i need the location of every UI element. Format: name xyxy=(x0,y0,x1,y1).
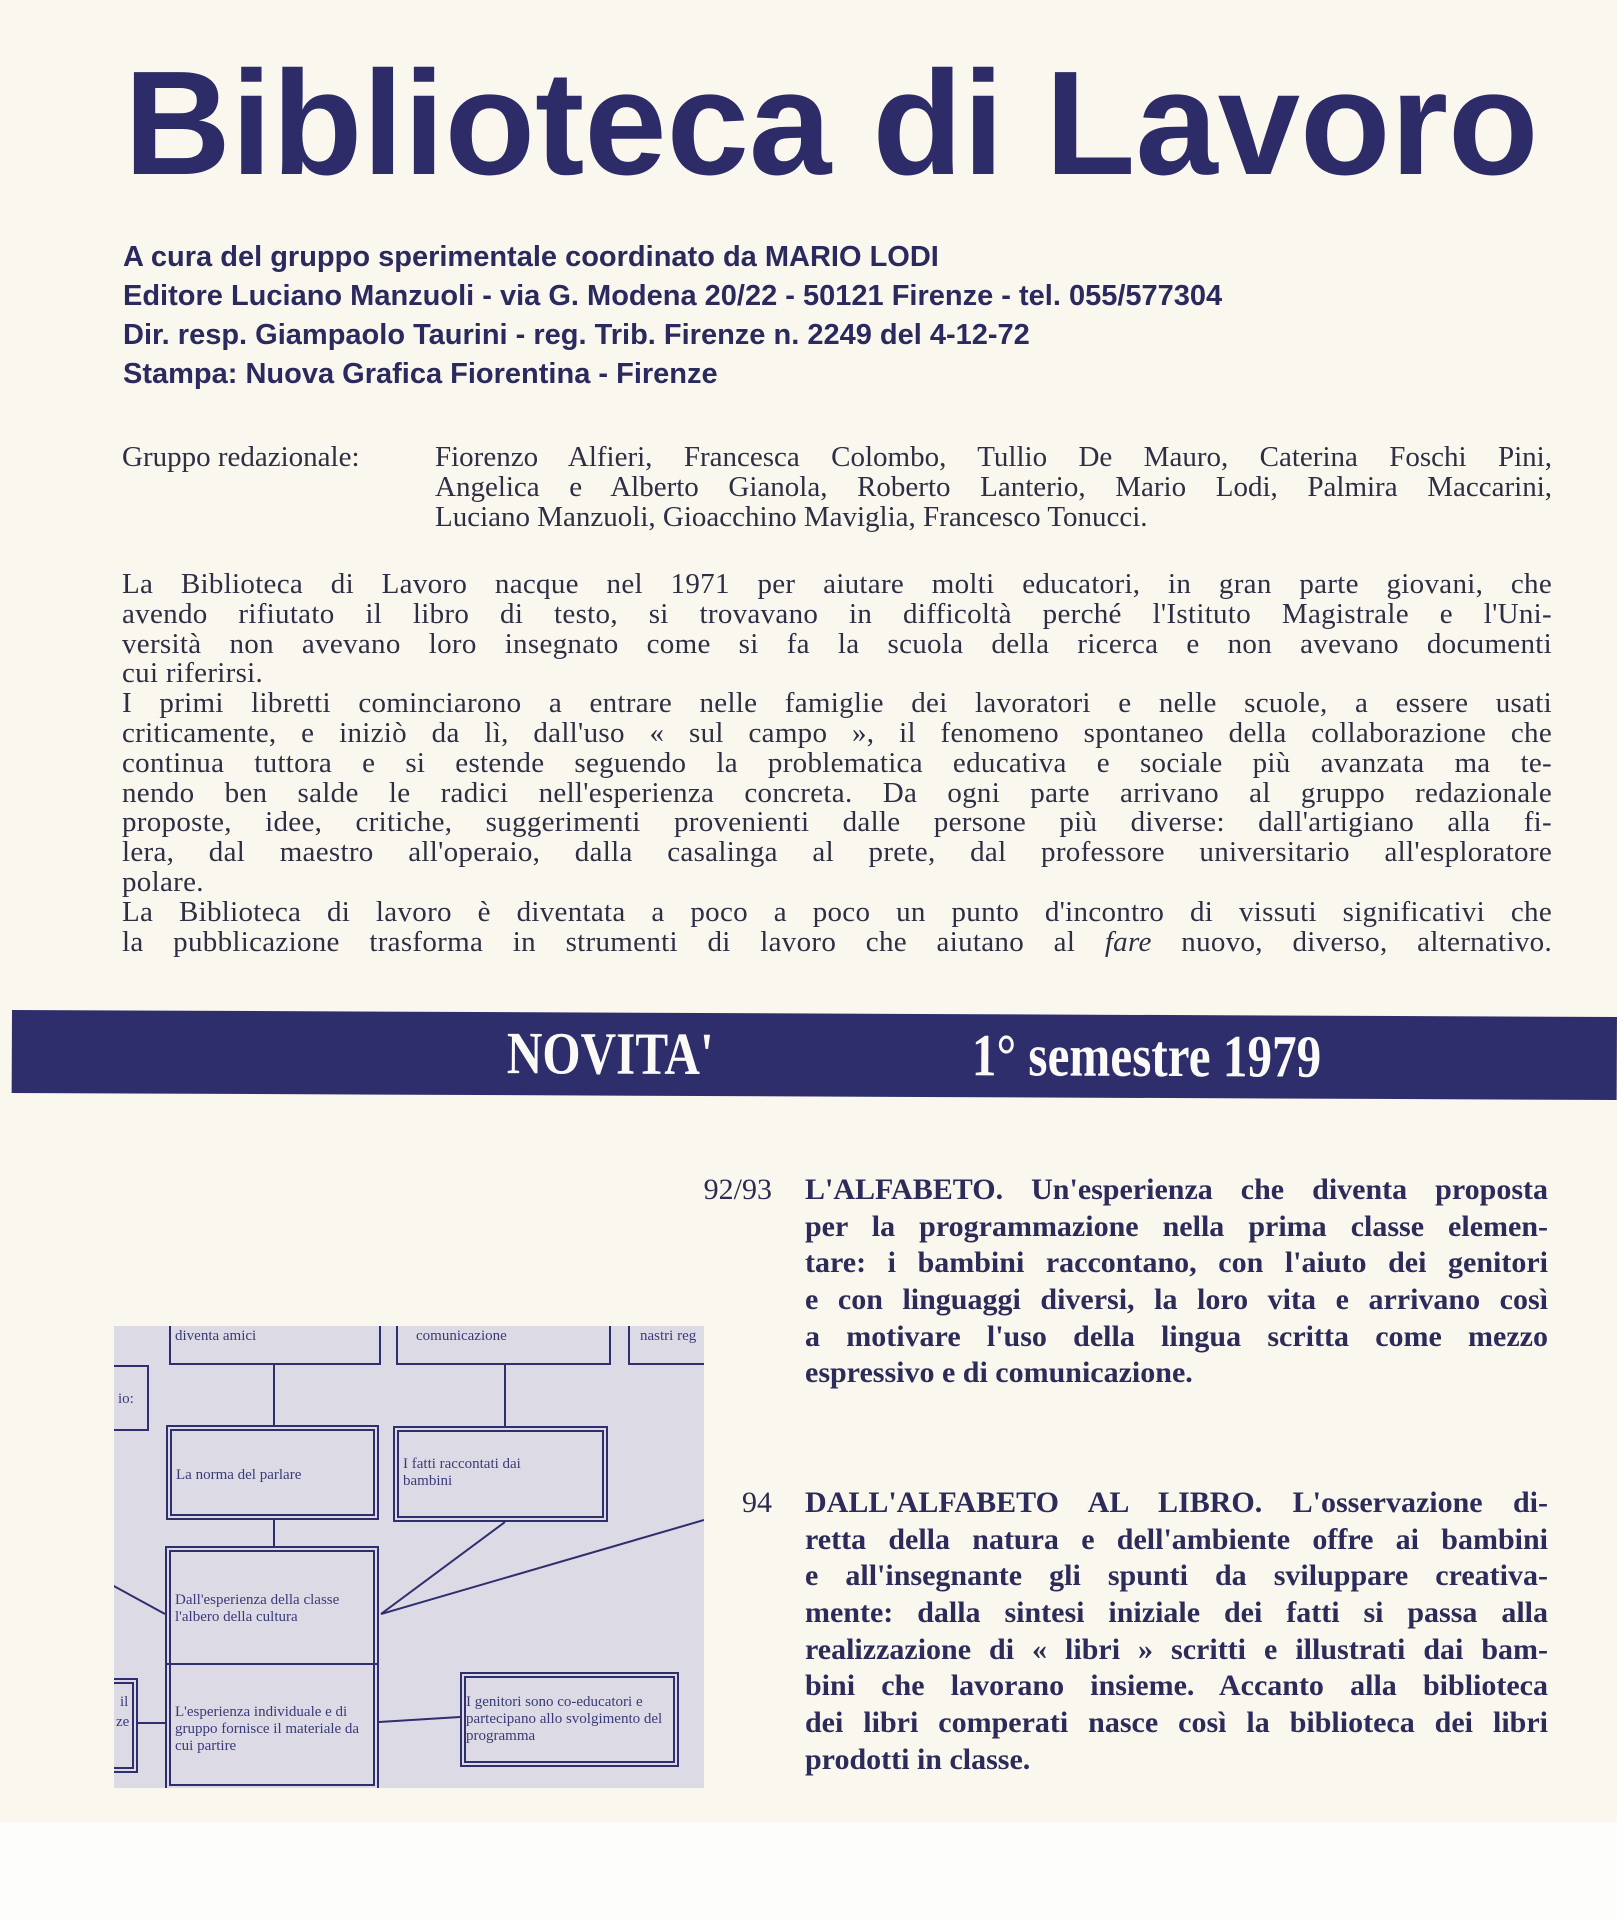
news-banner xyxy=(12,1010,1617,1100)
diagram-box-label: I fatti raccontati dai bambini xyxy=(403,1456,521,1489)
names-line: Fiorenzo Alfieri, Francesca Colombo, Tullio De Mauro, Caterina Foschi Pini, xyxy=(435,441,1552,473)
text-line: nendo ben salde le radici nell'esperienza concreta. Da ogni parte arrivano al gruppo redazionale xyxy=(122,776,1552,809)
text-line: versità non avevano loro insegnato come si fa la scuola della ricerca e non avevano documenti xyxy=(122,627,1552,660)
banner-novita: NOVITA' xyxy=(506,1020,714,1088)
item-line: e con linguaggi diversi, la loro vita e arrivano così xyxy=(805,1283,1548,1317)
text-line: cui riferirsi. xyxy=(122,657,264,690)
item-line: dei libri comperati nasce così la biblioteca dei libri xyxy=(805,1706,1548,1740)
diagram-box-label: Dall'esperienza della classe l'albero della cultura xyxy=(175,1592,340,1625)
item-line: mente: dalla sintesi iniziale dei fatti si passa alla xyxy=(805,1596,1548,1630)
credits-line: A cura del gruppo sperimentale coordinato da MARIO LODI xyxy=(123,241,939,273)
diagram-box-top-middle xyxy=(396,1326,611,1365)
item-line: a motivare l'uso della lingua scritta come mezzo xyxy=(805,1319,1548,1353)
names-line: Angelica e Alberto Gianola, Roberto Lanterio, Mario Lodi, Palmira Maccarini, xyxy=(435,471,1552,503)
item-line: realizzazione di « libri » scritti e illustrati dai bam- xyxy=(805,1632,1548,1666)
diagram-box-label: ze xyxy=(116,1714,130,1730)
diagram-box-norma xyxy=(166,1425,379,1520)
item-line: e all'insegnante gli spunti da sviluppare creativa- xyxy=(805,1559,1548,1593)
text-line: La Biblioteca di lavoro è diventata a poco a poco un punto d'incontro di vissuti significativi che xyxy=(122,895,1552,928)
diagram-box-bottom-left-cut xyxy=(114,1678,138,1773)
banner-semester: 1° semestre 1979 xyxy=(971,1022,1322,1090)
item-line: tare: i bambini raccontano, con l'aiuto dei genitori xyxy=(805,1246,1548,1280)
text-fragment: nuovo, diverso, alternativo. xyxy=(1151,925,1552,958)
credits-line: Dir. resp. Giampaolo Taurini - reg. Trib. Firenze n. 2249 del 4-12-72 xyxy=(123,319,1030,351)
diagram-box-fatti xyxy=(393,1426,608,1522)
connector-line xyxy=(381,1520,704,1614)
text-line: continua tuttora e si estende seguendo la problematica educativa e sociale più avanzata ma te- xyxy=(122,746,1552,779)
text-line: proposte, idee, critiche, suggerimenti provenienti dalle persone più diverse: dall'artigiano alla fi- xyxy=(122,806,1552,839)
diagram-box-label: il xyxy=(120,1694,129,1710)
diagram-box-label: L'esperienza individuale e di gruppo fornisce il materiale da cui partire xyxy=(175,1704,360,1754)
diagram-box-central xyxy=(165,1546,379,1788)
item-line: DALL'ALFABETO AL LIBRO. L'osservazione di- xyxy=(805,1486,1548,1519)
diagram-box-label: I genitori sono co-educatori e partecipano allo svolgimento del programma xyxy=(466,1694,663,1744)
connector-line xyxy=(379,1717,460,1722)
diagram-box-label: comunicazione xyxy=(416,1328,507,1344)
credits-line: Editore Luciano Manzuoli - via G. Modena 20/22 - 50121 Firenze - tel. 055/577304 xyxy=(123,280,1223,312)
text-fragment: la pubblicazione trasforma in strumenti di lavoro che aiutano al xyxy=(122,925,1105,958)
item-line: bini che lavorano insieme. Accanto alla biblioteca xyxy=(805,1669,1548,1703)
item-line: prodotti in classe. xyxy=(805,1742,1031,1776)
credits-line: Stampa: Nuova Grafica Fiorentina - Firenze xyxy=(123,358,718,390)
text-line: lera, dal maestro all'operaio, dalla casalinga al prete, dal professore universitario all'esploratore xyxy=(122,836,1552,869)
text-line: I primi libretti cominciarono a entrare nelle famiglie dei lavoratori e nelle scuole, a essere usati xyxy=(122,687,1552,720)
intro-text xyxy=(122,570,1552,957)
item-line: per la programmazione nella prima classe elemen- xyxy=(805,1209,1548,1243)
names-line: Luciano Manzuoli, Gioacchino Maviglia, Francesco Tonucci. xyxy=(435,501,1148,533)
diagram-box-top-right xyxy=(628,1326,704,1365)
page-title: Biblioteca di Lavoro xyxy=(124,41,1539,206)
item-description xyxy=(805,1172,1548,1392)
item-line: L'ALFABETO. Un'esperienza che diventa proposta xyxy=(805,1173,1548,1206)
diagram-box-genitori xyxy=(460,1672,679,1767)
diagram-box-label: La norma del parlare xyxy=(176,1467,302,1483)
diagram-box-top-left xyxy=(169,1326,381,1365)
editorial-group-names xyxy=(435,442,1552,532)
diagram-box-label: diventa amici xyxy=(175,1328,257,1344)
program-diagram-illustration xyxy=(114,1326,704,1788)
item-line: espressivo e di comunicazione. xyxy=(805,1356,1193,1390)
text-line: avendo rifiutato il libro di testo, si trovavano in difficoltà perché l'Istituto Magistrale e l'Uni- xyxy=(122,597,1552,630)
diagram-box-left-cut xyxy=(114,1365,149,1431)
text-line xyxy=(122,925,1552,958)
connector-line xyxy=(381,1522,505,1614)
item-line: retta della natura e dell'ambiente offre ai bambini xyxy=(805,1522,1548,1556)
text-line: La Biblioteca di Lavoro nacque nel 1971 per aiutare molti educatori, in gran parte giovani, che xyxy=(122,568,1552,600)
credits-block xyxy=(123,238,1222,394)
italic-word: fare xyxy=(1104,925,1152,958)
item-description xyxy=(805,1485,1548,1779)
connector-line xyxy=(114,1585,165,1614)
item-number: 92/93 xyxy=(703,1173,772,1206)
editorial-group-label: Gruppo redazionale: xyxy=(122,441,360,473)
diagram-box-label: io: xyxy=(118,1391,134,1407)
diagram-box-label: nastri reg xyxy=(640,1328,697,1344)
text-line: criticamente, e iniziò da lì, dall'uso « sul campo », il fenomeno spontaneo della collaborazione che xyxy=(122,716,1552,749)
item-number: 94 xyxy=(742,1486,772,1519)
page-bottom-margin xyxy=(0,1822,1617,1920)
text-line: polare. xyxy=(122,865,204,898)
